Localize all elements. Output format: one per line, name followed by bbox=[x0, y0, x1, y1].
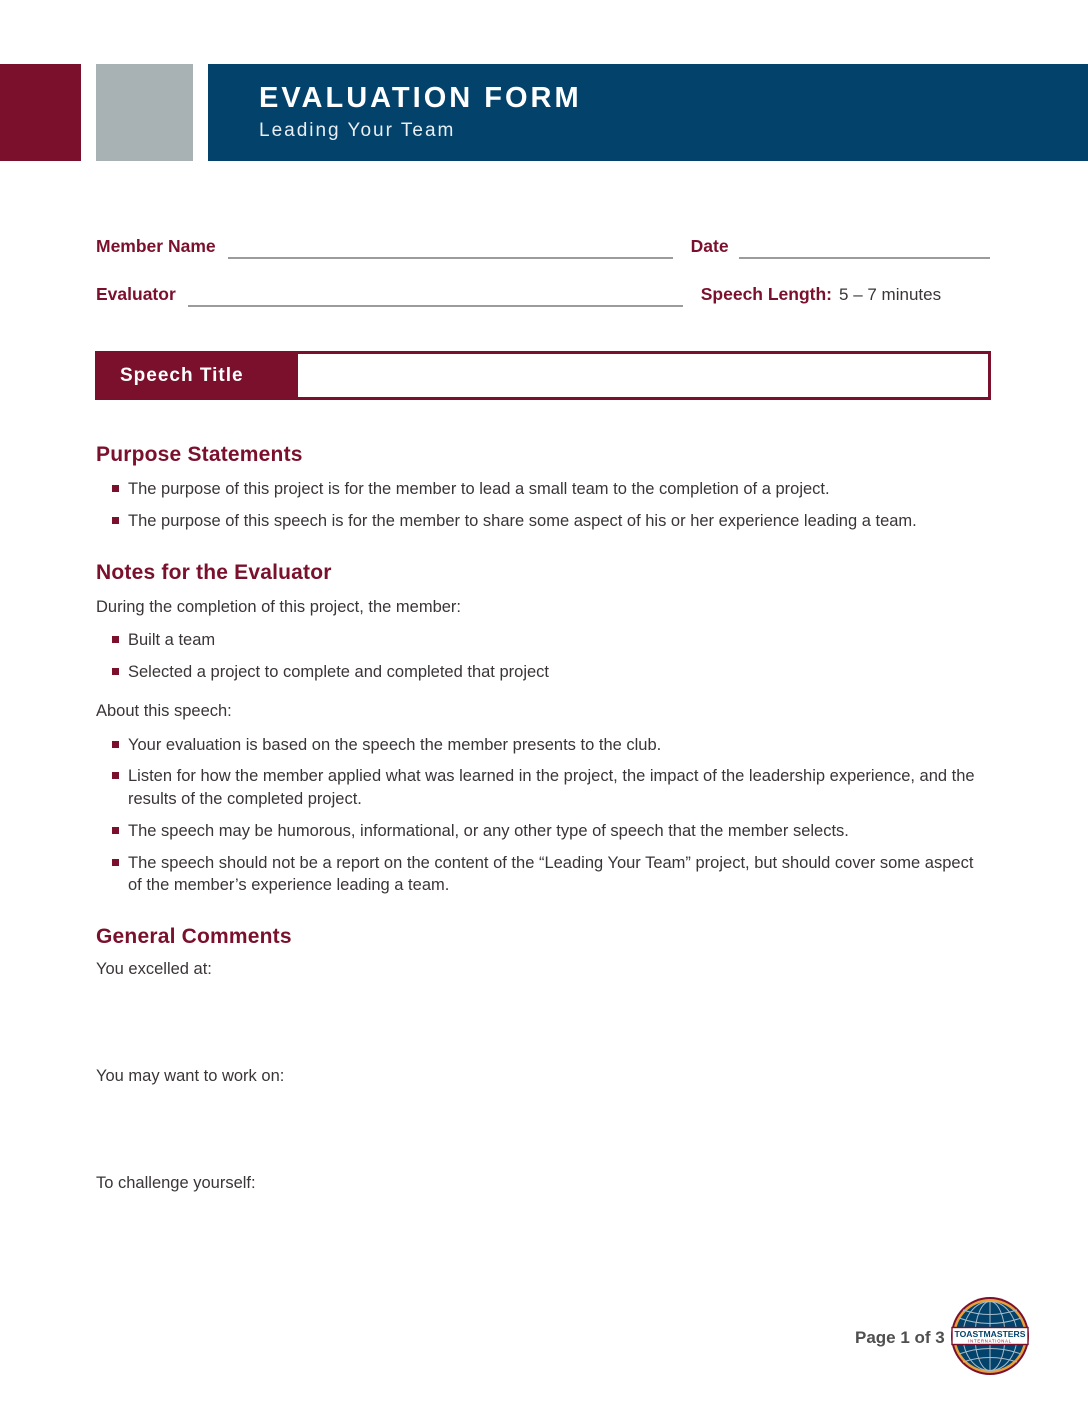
excelled-at-prompt: You excelled at: bbox=[96, 960, 212, 979]
header-gray-block bbox=[96, 64, 193, 161]
about-speech-bullet: Listen for how the member applied what was learned in the project, the impact of the leadership experience, and the results of the completed project. bbox=[96, 765, 990, 811]
purpose-bullet: The purpose of this project is for the member to lead a small team to the completion of a project. bbox=[96, 478, 990, 501]
logo-wordmark: TOASTMASTERS bbox=[954, 1329, 1026, 1339]
page-subtitle: Leading Your Team bbox=[259, 120, 456, 142]
speech-title-box bbox=[95, 351, 991, 400]
header-maroon-block bbox=[0, 64, 81, 161]
work-on-write-area[interactable] bbox=[96, 1086, 990, 1174]
evaluator-label: Evaluator bbox=[96, 284, 176, 304]
about-speech-bullet: The speech may be humorous, informational, or any other type of speech that the member selects. bbox=[96, 820, 990, 843]
speech-title-input[interactable] bbox=[298, 354, 988, 397]
about-speech-bullet: The speech should not be a report on the content of the “Leading Your Team” project, but should cover some aspect of the member’s experience leading a team. bbox=[96, 852, 990, 898]
about-speech-intro-text: About this speech: bbox=[96, 702, 232, 721]
excelled-at-write-area[interactable] bbox=[96, 979, 990, 1067]
toastmasters-logo-icon bbox=[950, 1296, 1030, 1376]
speech-length-label: Speech Length: bbox=[700, 284, 833, 304]
evaluator-input[interactable] bbox=[188, 285, 683, 307]
purpose-statements-heading: Purpose Statements bbox=[96, 443, 303, 466]
member-date-row bbox=[96, 236, 990, 259]
notes-intro-text: During the completion of this project, the member: bbox=[96, 597, 462, 616]
general-comments-heading: General Comments bbox=[96, 925, 292, 949]
logo-subtext: INTERNATIONAL bbox=[968, 1338, 1012, 1344]
purpose-bullet-list bbox=[96, 478, 990, 533]
about-speech-bullet-list bbox=[96, 734, 990, 898]
form-body bbox=[96, 443, 990, 1281]
notes-bullet: Built a team bbox=[96, 629, 990, 652]
date-input[interactable] bbox=[739, 237, 990, 259]
about-speech-bullet: Your evaluation is based on the speech the member presents to the club. bbox=[96, 734, 990, 757]
challenge-yourself-write-area[interactable] bbox=[96, 1193, 990, 1281]
member-name-label: Member Name bbox=[96, 236, 216, 256]
date-label: Date bbox=[690, 236, 729, 256]
member-name-input[interactable] bbox=[228, 237, 673, 259]
notes-bullet-list bbox=[96, 629, 990, 684]
header-band bbox=[0, 64, 1088, 161]
page-title: EVALUATION FORM bbox=[259, 81, 582, 114]
page-indicator: Page 1 of 3 bbox=[855, 1328, 945, 1347]
work-on-prompt: You may want to work on: bbox=[96, 1067, 285, 1086]
notes-for-evaluator-heading: Notes for the Evaluator bbox=[96, 560, 332, 584]
speech-length-value: 5 – 7 minutes bbox=[839, 285, 942, 304]
speech-title-label: Speech Title bbox=[95, 351, 298, 400]
evaluator-length-row bbox=[96, 284, 990, 307]
purpose-bullet: The purpose of this speech is for the member to share some aspect of his or her experience leading a team. bbox=[96, 510, 990, 533]
notes-bullet: Selected a project to complete and completed that project bbox=[96, 661, 990, 684]
challenge-yourself-prompt: To challenge yourself: bbox=[96, 1174, 256, 1193]
header-title-block bbox=[208, 64, 1088, 161]
